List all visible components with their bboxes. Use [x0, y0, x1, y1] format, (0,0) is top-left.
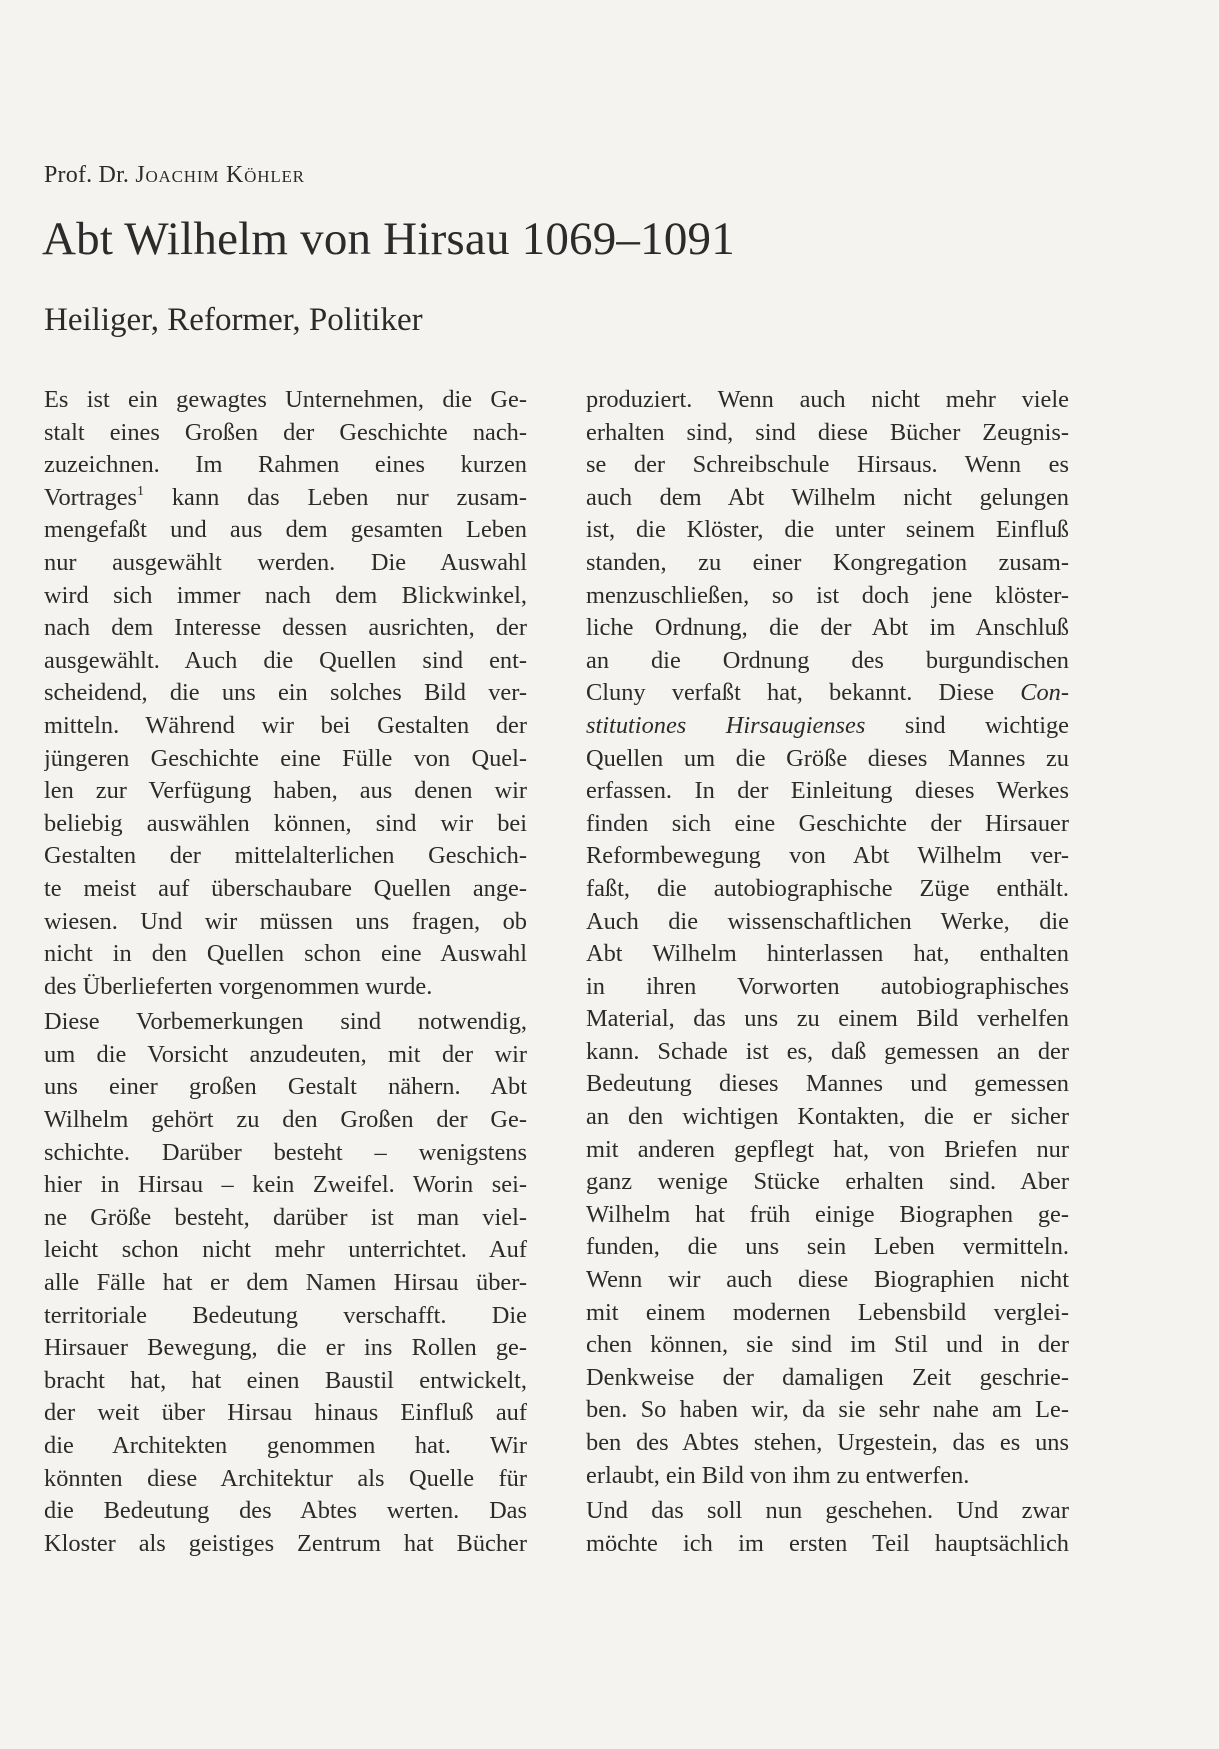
text-line: liche Ordnung, die der Abt im Anschluß — [586, 614, 1069, 642]
text-fragment: Cluny verfaßt hat, bekannt. Diese — [586, 679, 1021, 707]
text-line: se der Schreibschule Hirsaus. Wenn es — [586, 451, 1069, 479]
text-line: Abt Wilhelm hinterlassen hat, enthalten — [586, 940, 1069, 968]
text-line: mengefaßt und aus dem gesamten Leben — [44, 516, 527, 544]
text-line: ganz wenige Stücke erhalten sind. Aber — [586, 1168, 1069, 1196]
text-line: nicht in den Quellen schon eine Auswahl — [44, 940, 527, 968]
author-name: Joachim Köhler — [135, 162, 305, 188]
text-line: Wenn wir auch diese Biographien nicht — [586, 1266, 1069, 1294]
text-line: Bedeutung dieses Mannes und gemessen — [586, 1070, 1069, 1098]
author-line — [44, 162, 305, 189]
text-line: Es ist ein gewagtes Unternehmen, die Ge- — [44, 386, 527, 413]
text-line: Wilhelm hat früh einige Biographen ge- — [586, 1200, 1069, 1228]
text-line: Auch die wissenschaftlichen Werke, die — [586, 907, 1069, 935]
text-line: schichte. Darüber besteht – wenigstens — [44, 1138, 527, 1166]
text-line: Kloster als geistiges Zentrum hat Bücher — [44, 1529, 527, 1557]
text-line: Hirsauer Bewegung, die er ins Rollen ge- — [44, 1334, 527, 1362]
text-line: ausgewählt. Auch die Quellen sind ent- — [44, 646, 527, 674]
text-line: wird sich immer nach dem Blickwinkel, — [44, 581, 527, 609]
text-line: chen können, sie sind im Stil und in der — [586, 1331, 1069, 1359]
text-line: der weit über Hirsau hinaus Einfluß auf — [44, 1399, 527, 1427]
text-line: Quellen um die Größe dieses Mannes zu — [586, 744, 1069, 772]
article-title: Abt Wilhelm von Hirsau 1069–1091 — [42, 213, 735, 265]
text-line: beliebig auswählen können, sind wir bei — [44, 809, 527, 837]
text-line: standen, zu einer Kongregation zusam- — [586, 548, 1069, 576]
text-line: ist, die Klöster, die unter seinem Einfluß — [586, 516, 1069, 544]
text-line: erfassen. In der Einleitung dieses Werkes — [586, 777, 1069, 805]
text-line: stalt eines Großen der Geschichte nach- — [44, 418, 527, 446]
text-line — [44, 482, 527, 515]
text-line: Und das soll nun geschehen. Und zwar — [586, 1497, 1069, 1525]
text-line: jüngeren Geschichte eine Fülle von Quel- — [44, 744, 527, 772]
italic-fragment: stitutiones Hirsaugienses — [586, 711, 866, 739]
text-line: leicht schon nicht mehr unterrichtet. Auf — [44, 1236, 527, 1264]
text-line: Material, das uns zu einem Bild verhelfen — [586, 1005, 1069, 1033]
text-line: ben. So haben wir, da sie sehr nahe am Le- — [586, 1396, 1069, 1424]
text-line: erlaubt, ein Bild von ihm zu entwerfen. — [586, 1461, 970, 1489]
text-line: auch dem Abt Wilhelm nicht gelungen — [586, 483, 1069, 511]
text-fragment: Vortrages — [44, 483, 138, 511]
text-fragment: sind wichtige — [865, 711, 1069, 739]
text-line: könnten diese Architektur als Quelle für — [44, 1464, 527, 1492]
footnote-marker: 1 — [137, 483, 145, 499]
text-line: zuzeichnen. Im Rahmen eines kurzen — [44, 451, 527, 479]
text-line: mit anderen gepflegt hat, von Briefen nur — [586, 1135, 1069, 1163]
text-line: Reformbewegung von Abt Wilhelm ver- — [586, 842, 1069, 870]
text-line: Gestalten der mittelalterlichen Geschich- — [44, 842, 527, 870]
text-fragment: kann das Leben nur zusam- — [144, 483, 527, 511]
left-text-column — [44, 384, 527, 1560]
text-line: te meist auf überschaubare Quellen ange- — [44, 874, 527, 902]
text-line: nur ausgewählt werden. Die Auswahl — [44, 548, 527, 576]
text-line: len zur Verfügung haben, aus denen wir — [44, 777, 527, 805]
text-line: bracht hat, hat einen Baustil entwickelt, — [44, 1366, 527, 1394]
text-line: nach dem Interesse dessen ausrichten, der — [44, 614, 527, 642]
text-line: scheidend, die uns ein solches Bild ver- — [44, 679, 527, 707]
text-line — [586, 710, 1069, 743]
text-line: mitteln. Während wir bei Gestalten der — [44, 711, 527, 739]
text-line: Diese Vorbemerkungen sind notwendig, — [44, 1008, 527, 1036]
text-line: ne Größe besteht, darüber ist man viel- — [44, 1203, 527, 1231]
text-line: finden sich eine Geschichte der Hirsauer — [586, 809, 1069, 837]
text-line: mit einem modernen Lebensbild verglei- — [586, 1298, 1069, 1326]
text-line: an die Ordnung des burgundischen — [586, 646, 1069, 674]
text-line: kann. Schade ist es, daß gemessen an der — [586, 1037, 1069, 1065]
text-line: Wilhelm gehört zu den Großen der Ge- — [44, 1106, 527, 1134]
text-line: in ihren Vorworten autobiographisches — [586, 972, 1069, 1000]
text-line: funden, die uns sein Leben vermitteln. — [586, 1233, 1069, 1261]
text-line: Denkweise der damaligen Zeit geschrie- — [586, 1363, 1069, 1391]
text-line: uns einer großen Gestalt nähern. Abt — [44, 1073, 527, 1101]
author-prefix: Prof. Dr. — [44, 162, 136, 188]
text-line: produziert. Wenn auch nicht mehr viele — [586, 386, 1069, 413]
text-line: möchte ich im ersten Teil hauptsächlich — [586, 1529, 1069, 1557]
text-line: faßt, die autobiographische Züge enthält. — [586, 874, 1069, 902]
text-line: des Überlieferten vorgenommen wurde. — [44, 972, 433, 1000]
text-line — [586, 677, 1069, 710]
text-line: territoriale Bedeutung verschafft. Die — [44, 1301, 527, 1329]
text-line: wiesen. Und wir müssen uns fragen, ob — [44, 907, 527, 935]
italic-fragment: Con- — [1020, 679, 1069, 707]
text-line: die Architekten genommen hat. Wir — [44, 1432, 527, 1459]
text-line: die Bedeutung des Abtes werten. Das — [44, 1497, 527, 1525]
text-line: an den wichtigen Kontakten, die er sicher — [586, 1103, 1069, 1131]
text-line: hier in Hirsau – kein Zweifel. Worin sei- — [44, 1171, 527, 1199]
text-line: erhalten sind, sind diese Bücher Zeugnis- — [586, 418, 1069, 446]
text-line: ben des Abtes stehen, Urgestein, das es uns — [586, 1429, 1069, 1456]
text-line: menzuschließen, so ist doch jene klöster- — [586, 581, 1069, 609]
text-line: um die Vorsicht anzudeuten, mit der wir — [44, 1040, 527, 1068]
article-subtitle: Heiliger, Reformer, Politiker — [44, 302, 423, 338]
text-line: alle Fälle hat er dem Namen Hirsau über- — [44, 1269, 527, 1297]
right-text-column — [586, 384, 1069, 1560]
